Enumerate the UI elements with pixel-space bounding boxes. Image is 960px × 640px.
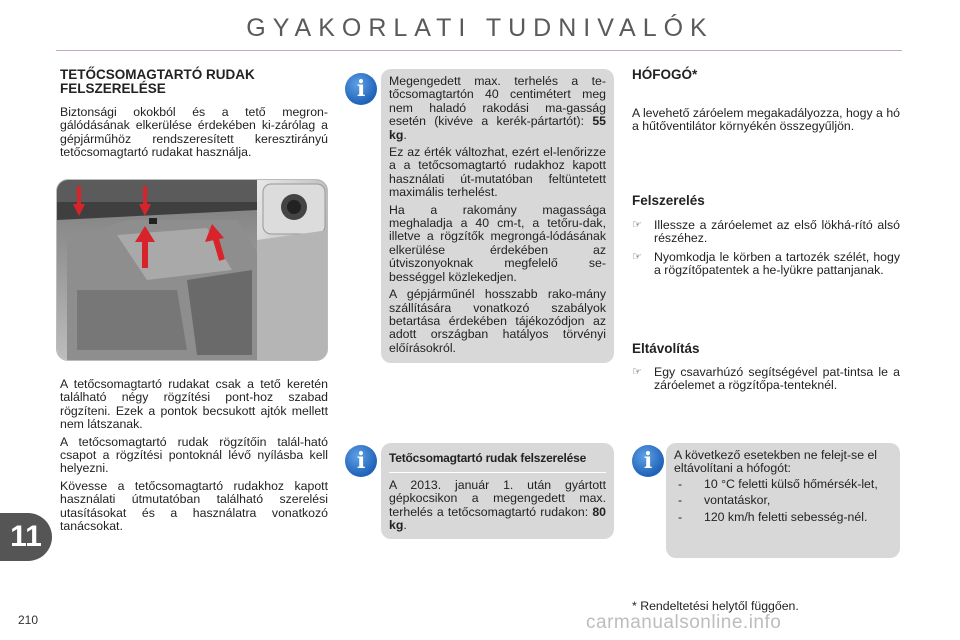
watermark: carmanualsonline.info bbox=[586, 612, 782, 633]
paragraph: Kövesse a tetőcsomagtartó rudakhoz kapott használati útmutatóban található szerelési utasításokat és a használatra vonatkozó tanácsokat. bbox=[60, 478, 328, 534]
paragraph: A 2013. január 1. után gyártott gépkocsikon a megengedett max. terhelés a tetőcsomagtartó rudakon: 80 kg. bbox=[389, 478, 606, 533]
snow-shield-heading: HÓFOGÓ* bbox=[632, 67, 698, 82]
list-item: ☞ Egy csavarhúzó segítségével pat-tintsa le a záróelemet a rögzítőpa-tenteknél. bbox=[632, 365, 900, 393]
info-icon: i bbox=[345, 445, 377, 477]
hand-pointer-icon: ☞ bbox=[632, 250, 642, 263]
max-load-value: 55 kg bbox=[389, 114, 606, 142]
list-item: ☞ Illessze a záróelemet az első lökhá-rító alsó részéhez. bbox=[632, 218, 900, 246]
install-heading: Felszerelés bbox=[632, 193, 705, 208]
paragraph: A tetőcsomagtartó rudak rögzítőin talál-ható csapot a rögzítési pontoknál lévő nyílásba kell helyezni. bbox=[60, 434, 328, 476]
roof-bars-2013-info-box bbox=[381, 443, 614, 539]
info-icon: i bbox=[632, 445, 664, 477]
conditions-list bbox=[674, 478, 892, 524]
chapter-tab: 11 bbox=[0, 513, 52, 561]
footnote: * Rendeltetési helytől függően. bbox=[632, 599, 799, 613]
list-item: ☞ Nyomkodja le körben a tartozék szélét, hogy a rögzítőpatentek a he-lyükre pattanjanak. bbox=[632, 249, 900, 278]
hand-pointer-icon: ☞ bbox=[632, 219, 642, 231]
roof-bars-intro: Biztonsági okokból és a tető megron-gálódásának elkerülése érdekében ki-zárólag a gépjárműhöz rendszeresített keresztirányú tetőcsomagtartó rudakat használja. bbox=[60, 105, 328, 160]
hand-pointer-icon: ☞ bbox=[632, 366, 642, 378]
header-divider bbox=[56, 50, 902, 51]
paragraph: A gépjárműnél hosszabb rako-mány szállítására vonatkozó szabályok betartása érdekében tájékozódjon az adott országban hatályos törvényi előírásokról. bbox=[389, 287, 606, 355]
list-item: - vontatáskor, bbox=[678, 493, 771, 508]
snow-shield-removal-info-box bbox=[666, 443, 900, 558]
install-list bbox=[632, 219, 900, 283]
page-number: 210 bbox=[18, 613, 39, 627]
page-title: GYAKORLATI TUDNIVALÓK bbox=[246, 14, 714, 42]
list-item: - 120 km/h feletti sebesség-nél. bbox=[678, 509, 868, 524]
roof-bars-instructions bbox=[60, 378, 328, 537]
max-load-info-box bbox=[381, 69, 614, 363]
list-item: - 10 °C feletti külső hőmérsék-let, bbox=[678, 476, 878, 491]
info-box-heading: Tetőcsomagtartó rudak felszerelése bbox=[389, 451, 606, 473]
max-load-value: 80 kg bbox=[389, 504, 606, 533]
paragraph: Ez az érték változhat, ezért el-lenőrizze a a tetőcsomagtartó rudakhoz kapott használati út-mutatóban feltüntetett maximális terhelést. bbox=[389, 145, 606, 200]
roof-mount-photo bbox=[56, 179, 328, 361]
paragraph: Megengedett max. terhelés a te-tőcsomagtartón 40 centimétert meg nem haladó rakodási ma-gasság esetén (kivéve a kerék-pártartót): 55 kg. bbox=[389, 74, 606, 142]
paragraph: Ha a rakomány magassága meghaladja a 40 cm-t, a tetőru-dak, illetve a rögzítők megrongá-lódásának elkerülése érdekében az útviszonyoknak megfelelő se-bességgel közlekedjen. bbox=[389, 202, 606, 284]
remove-heading: Eltávolítás bbox=[632, 341, 700, 356]
paragraph: A tetőcsomagtartó rudakat csak a tető keretén található négy rögzítési pont-hoz szabad rögzíteni. Ezek a pontok becsukott ajtók mellett nem látszanak. bbox=[60, 377, 328, 432]
roof-bars-heading: TETŐCSOMAGTARTÓ RUDAK FELSZERELÉSE bbox=[60, 67, 255, 96]
paragraph: A következő esetekben ne felejt-se el eltávolítani a hófogót: bbox=[674, 448, 878, 476]
info-icon: i bbox=[345, 73, 377, 105]
remove-list bbox=[632, 366, 900, 398]
snow-shield-intro: A levehető záróelem megakadályozza, hogy a hó a hűtőventilátor környékén összegyűljön. bbox=[632, 106, 900, 134]
